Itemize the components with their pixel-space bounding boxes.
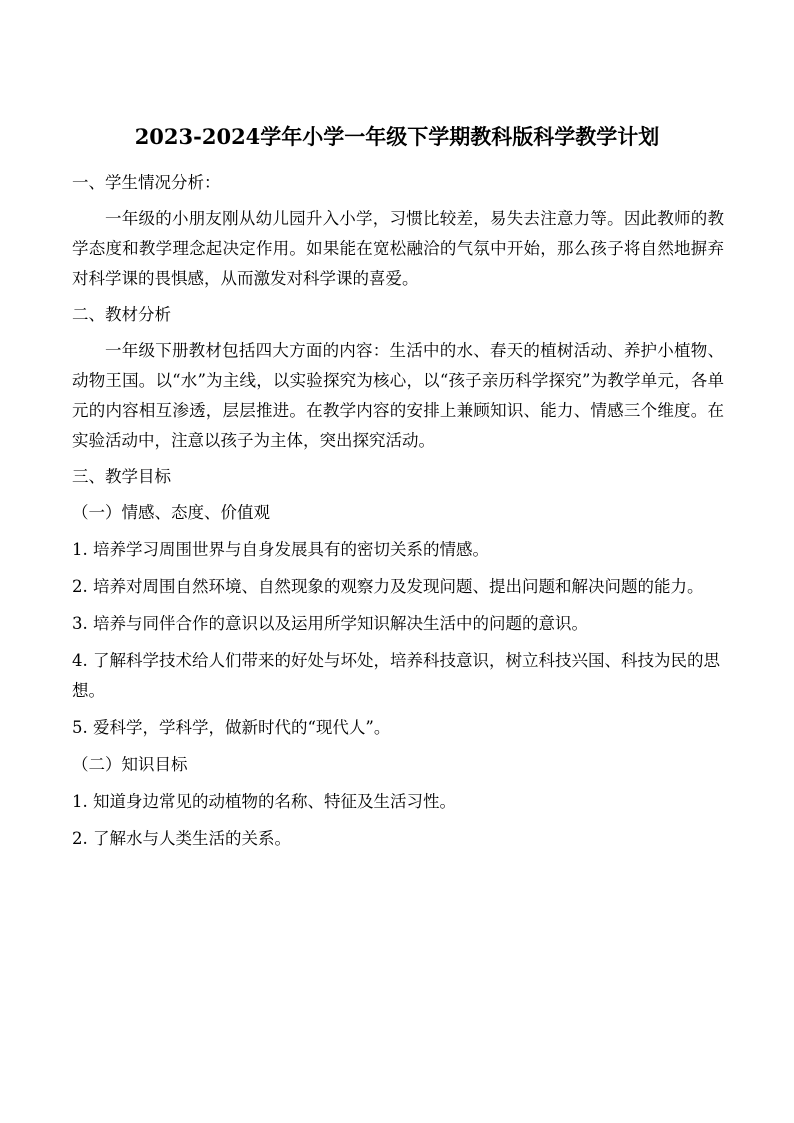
paragraph-student-analysis: 一年级的小朋友刚从幼儿园升入小学，习惯比较差，易失去注意力等。因此教师的教学态度和教学理念起决定作用。如果能在宽松融洽的气氛中开始，那么孩子将自然地摒弃对科学课的畏惧感，从而激发对科学课的喜爱。 [72,209,724,288]
list-item: 1. 知道身边常见的动植物的名称、特征及生活习性。 [72,792,456,811]
list-item: 2. 了解水与人类生活的关系。 [72,829,291,848]
subsection-heading-knowledge-goals: （二）知识目标 [72,755,188,774]
document-body [72,168,724,861]
list-item: 1. 培养学习周围世界与自身发展具有的密切关系的情感。 [72,540,489,559]
subsection-heading-emotion-attitude-values: （一）情感、态度、价值观 [72,503,270,522]
paragraph-textbook-analysis: 一年级下册教材包括四大方面的内容：生活中的水、春天的植树活动、养护小植物、动物王国。以“水”为主线，以实验探究为核心，以“孩子亲历科学探究”为教学单元，各单元的内容相互渗透，层层推进。在教学内容的安排上兼顾知识、能力、情感三个维度。在实验活动中，注意以孩子为主体，突出探究活动。 [72,341,724,450]
section-heading-textbook-analysis: 二、教材分析 [72,305,171,324]
list-item: 4. 了解科学技术给人们带来的好处与坏处，培养科技意识，树立科技兴国、科技为民的思想。 [72,651,720,700]
list-item: 3. 培养与同伴合作的意识以及运用所学知识解决生活中的问题的意识。 [72,614,588,633]
document-title: 2023-2024学年小学一年级下学期教科版科学教学计划 [134,124,660,149]
section-heading-teaching-goals: 三、教学目标 [72,467,171,486]
section-heading-student-analysis: 一、学生情况分析： [72,173,221,192]
list-item: 5. 爱科学，学科学，做新时代的“现代人”。 [72,718,391,737]
list-item: 2. 培养对周围自然环境、自然现象的观察力及发现问题、提出问题和解决问题的能力。 [72,577,704,596]
